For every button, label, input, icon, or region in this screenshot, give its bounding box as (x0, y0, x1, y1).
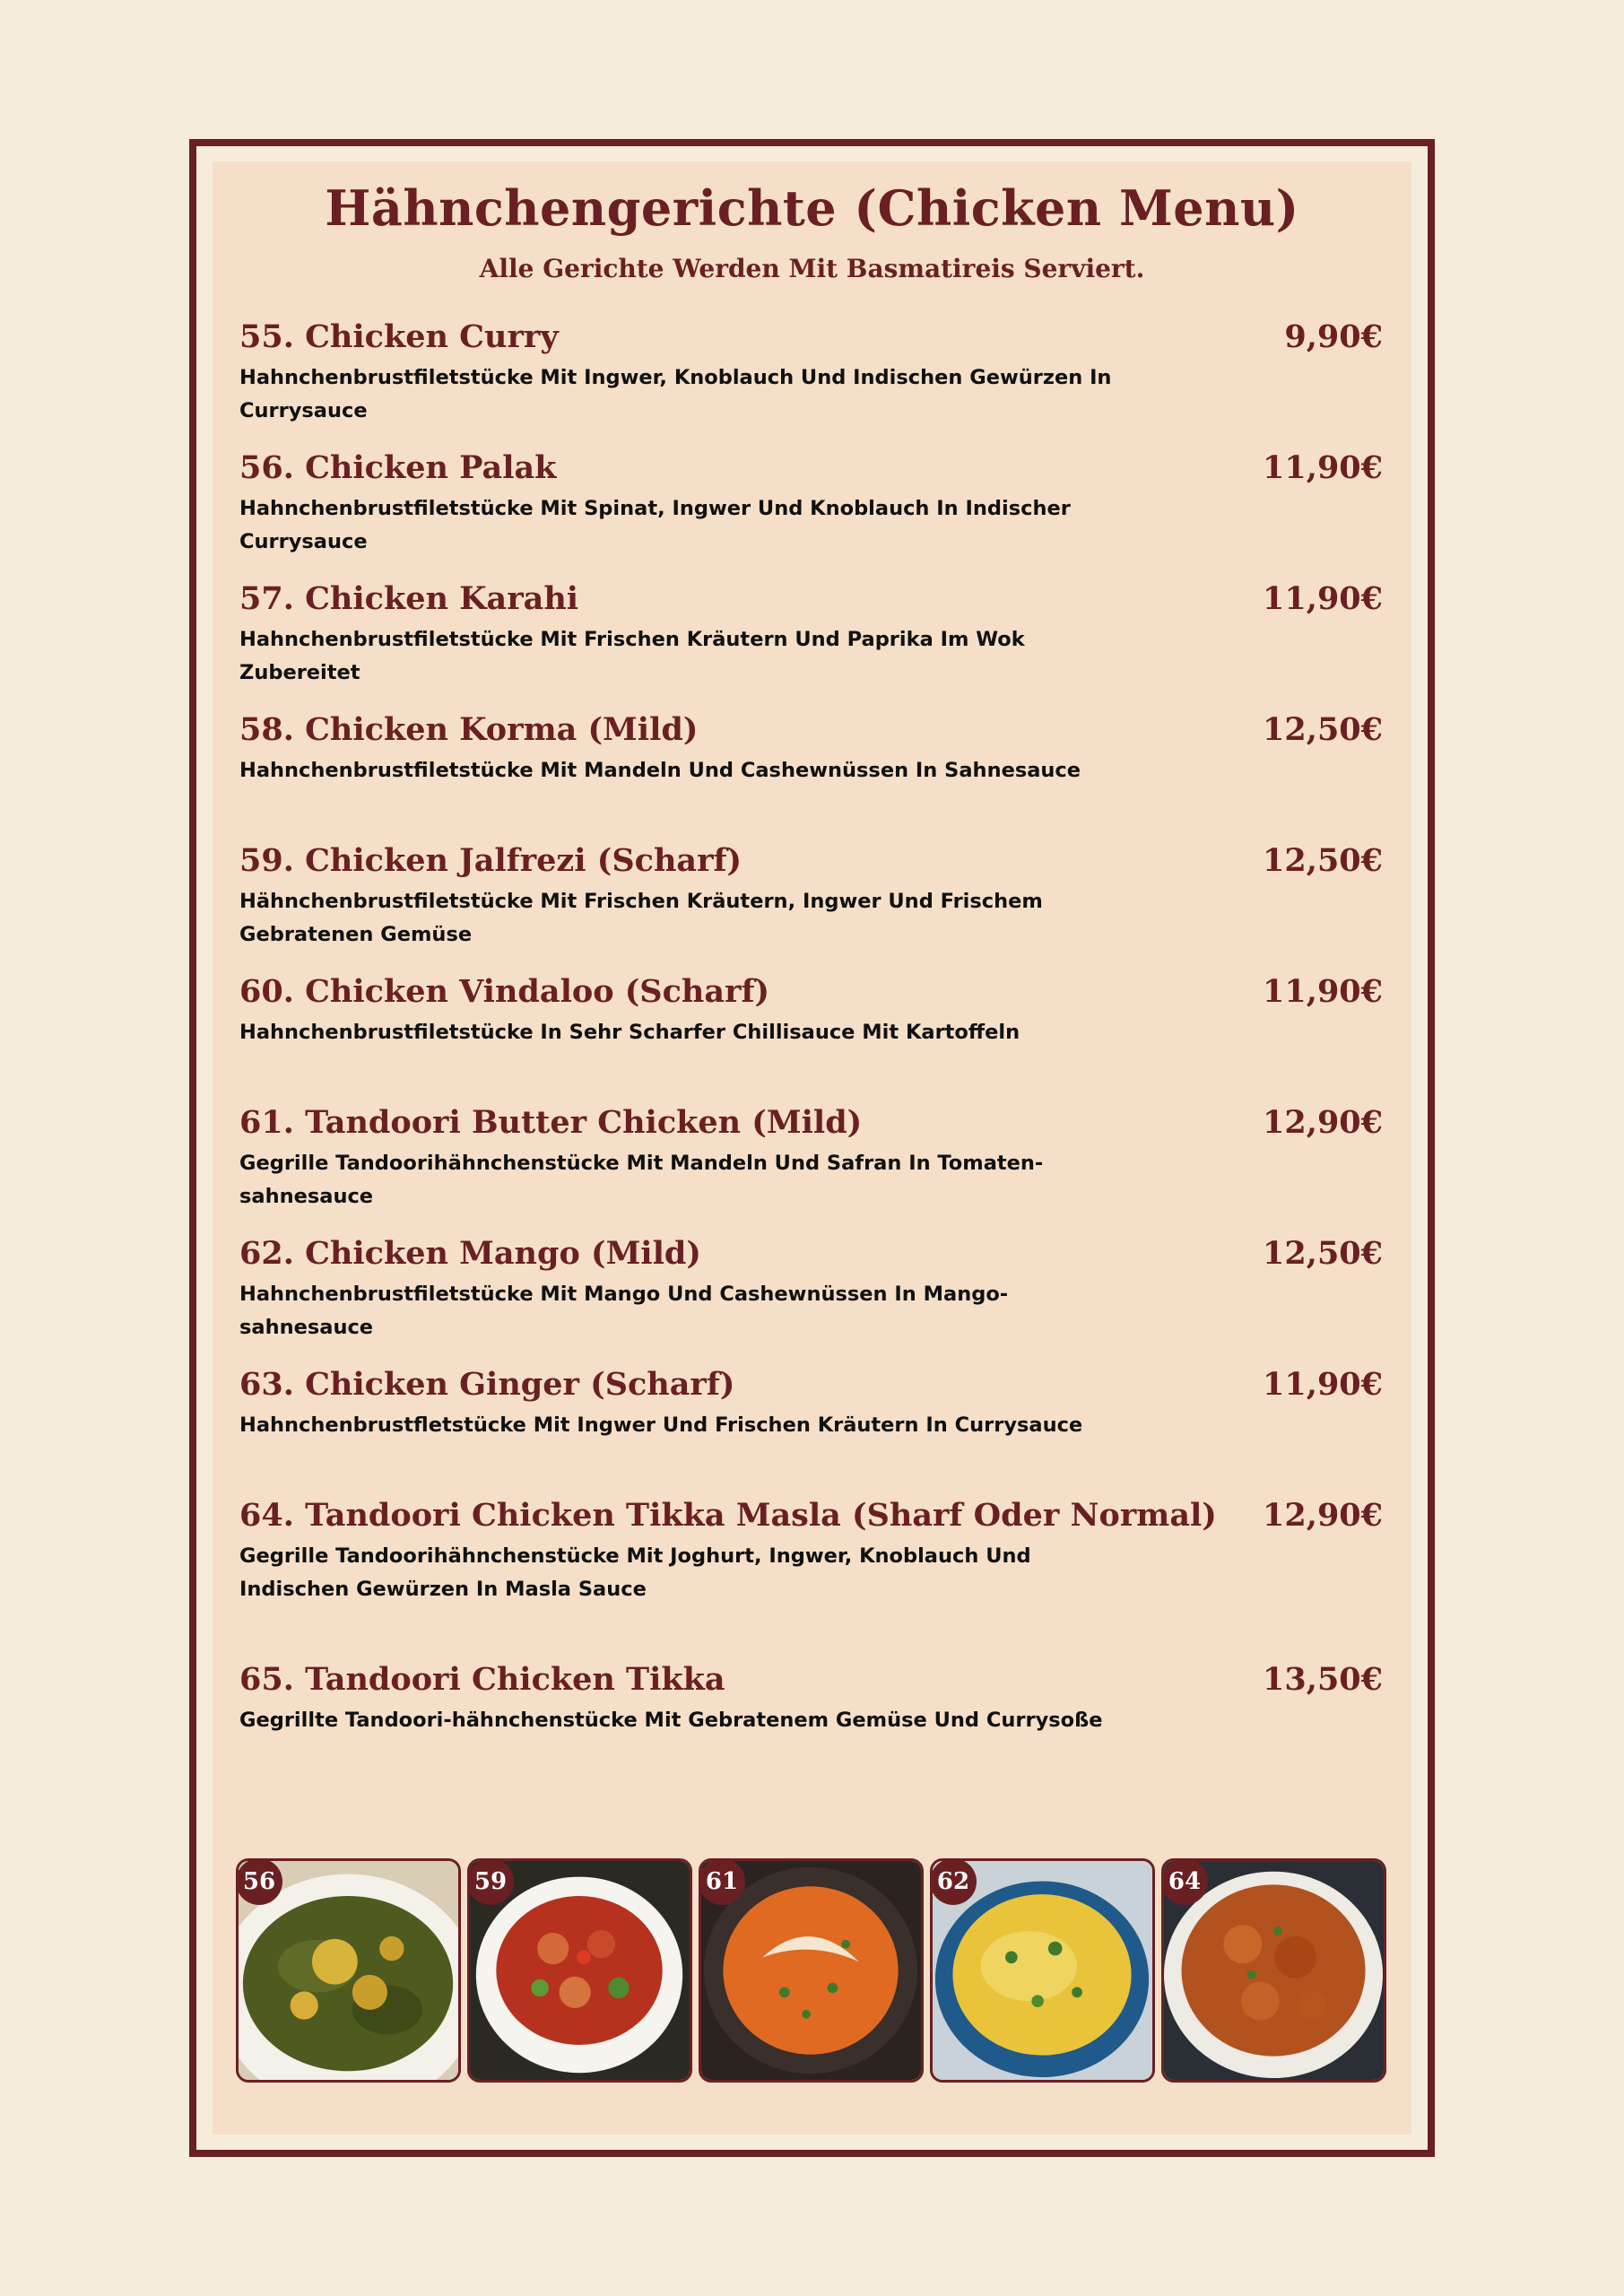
menu-item-price: 12,50€ (1263, 711, 1383, 748)
menu-item-name: 63. Chicken Ginger (Scharf) (239, 1366, 735, 1403)
menu-item-price: 12,90€ (1263, 1104, 1383, 1141)
menu-item-description: Hahnchenbrustfiletstücke Mit Frischen Kräutern Und Paprika Im Wok Zubereitet (239, 628, 1025, 684)
menu-item-description: Hahnchenbrustfiletstücke Mit Mandeln Und Cashewnüssen In Sahnesauce (239, 759, 1081, 782)
dish-number-badge: 64 (1161, 1858, 1208, 1905)
menu-title: Hähnchengerichte (Chicken Menu) (325, 179, 1299, 237)
menu-item-name: 62. Chicken Mango (Mild) (239, 1235, 701, 1272)
dish-number-badge: 59 (467, 1858, 514, 1905)
menu-item-description: Hahnchenbrustfletstücke Mit Ingwer Und Frischen Kräutern In Currysauce (239, 1413, 1083, 1437)
menu-item-name: 55. Chicken Curry (239, 318, 559, 355)
menu-item-description: Gegrille Tandoorihähnchenstücke Mit Mandeln Und Safran In Tomaten-sahnesauce (239, 1152, 1044, 1208)
dish-number-badge: 56 (236, 1858, 282, 1905)
menu-item-description: Gegrillte Tandoori-hähnchenstücke Mit Gebratenem Gemüse Und Currysoße (239, 1709, 1103, 1732)
menu-item-description: Hahnchenbrustfiletstücke In Sehr Scharfer Chillisauce Mit Kartoffeln (239, 1021, 1020, 1044)
menu-item-name: 61. Tandoori Butter Chicken (Mild) (239, 1104, 863, 1141)
menu-item-description: Hahnchenbrustfiletstücke Mit Ingwer, Knoblauch Und Indischen Gewürzen In Currysauce (239, 366, 1112, 422)
menu-item-price: 11,90€ (1263, 973, 1383, 1010)
menu-item-price: 12,90€ (1263, 1497, 1383, 1534)
menu-item-name: 58. Chicken Korma (Mild) (239, 711, 699, 748)
menu-item-price: 11,90€ (1263, 580, 1383, 617)
menu-item-name: 57. Chicken Karahi (239, 580, 579, 617)
menu-item-name: 65. Tandoori Chicken Tikka (239, 1661, 725, 1698)
dish-number-badge: 62 (930, 1858, 977, 1905)
dish-photo-tikka-masala (1161, 1858, 1386, 2083)
menu-item-name: 56. Chicken Palak (239, 449, 557, 486)
menu-item-name: 64. Tandoori Chicken Tikka Masla (Sharf Oder Normal) (239, 1497, 1217, 1534)
menu-item-name: 59. Chicken Jalfrezi (Scharf) (239, 842, 743, 879)
menu-item-description: Gegrille Tandoorihähnchenstücke Mit Joghurt, Ingwer, Knoblauch Und Indischen Gewürzen In Masla Sauce (239, 1544, 1031, 1601)
menu-item-price: 9,90€ (1284, 318, 1383, 355)
dish-photo-butter-chicken (699, 1858, 924, 2083)
dish-photo-mango-chicken (930, 1858, 1155, 2083)
dish-photo-palak (236, 1858, 461, 2083)
menu-item-price: 11,90€ (1263, 449, 1383, 486)
menu-item-price: 11,90€ (1263, 1366, 1383, 1403)
menu-item-description: Hähnchenbrustfiletstücke Mit Frischen Kräutern, Ingwer Und Frischem Gebratenen Gemüse (239, 890, 1043, 946)
menu-item-price: 12,50€ (1263, 1235, 1383, 1272)
menu-item-price: 13,50€ (1263, 1661, 1383, 1698)
dish-number-badge: 61 (699, 1858, 745, 1905)
menu-item-description: Hahnchenbrustfiletstücke Mit Spinat, Ingwer Und Knoblauch In Indischer Currysauce (239, 497, 1071, 553)
menu-subtitle: Alle Gerichte Werden Mit Basmatireis Serviert. (479, 254, 1145, 283)
menu-item-price: 12,50€ (1263, 842, 1383, 879)
menu-item-description: Hahnchenbrustfiletstücke Mit Mango Und Cashewnüssen In Mango-sahnesauce (239, 1283, 1009, 1339)
dish-photo-jalfrezi (467, 1858, 692, 2083)
menu-item-name: 60. Chicken Vindaloo (Scharf) (239, 973, 770, 1010)
